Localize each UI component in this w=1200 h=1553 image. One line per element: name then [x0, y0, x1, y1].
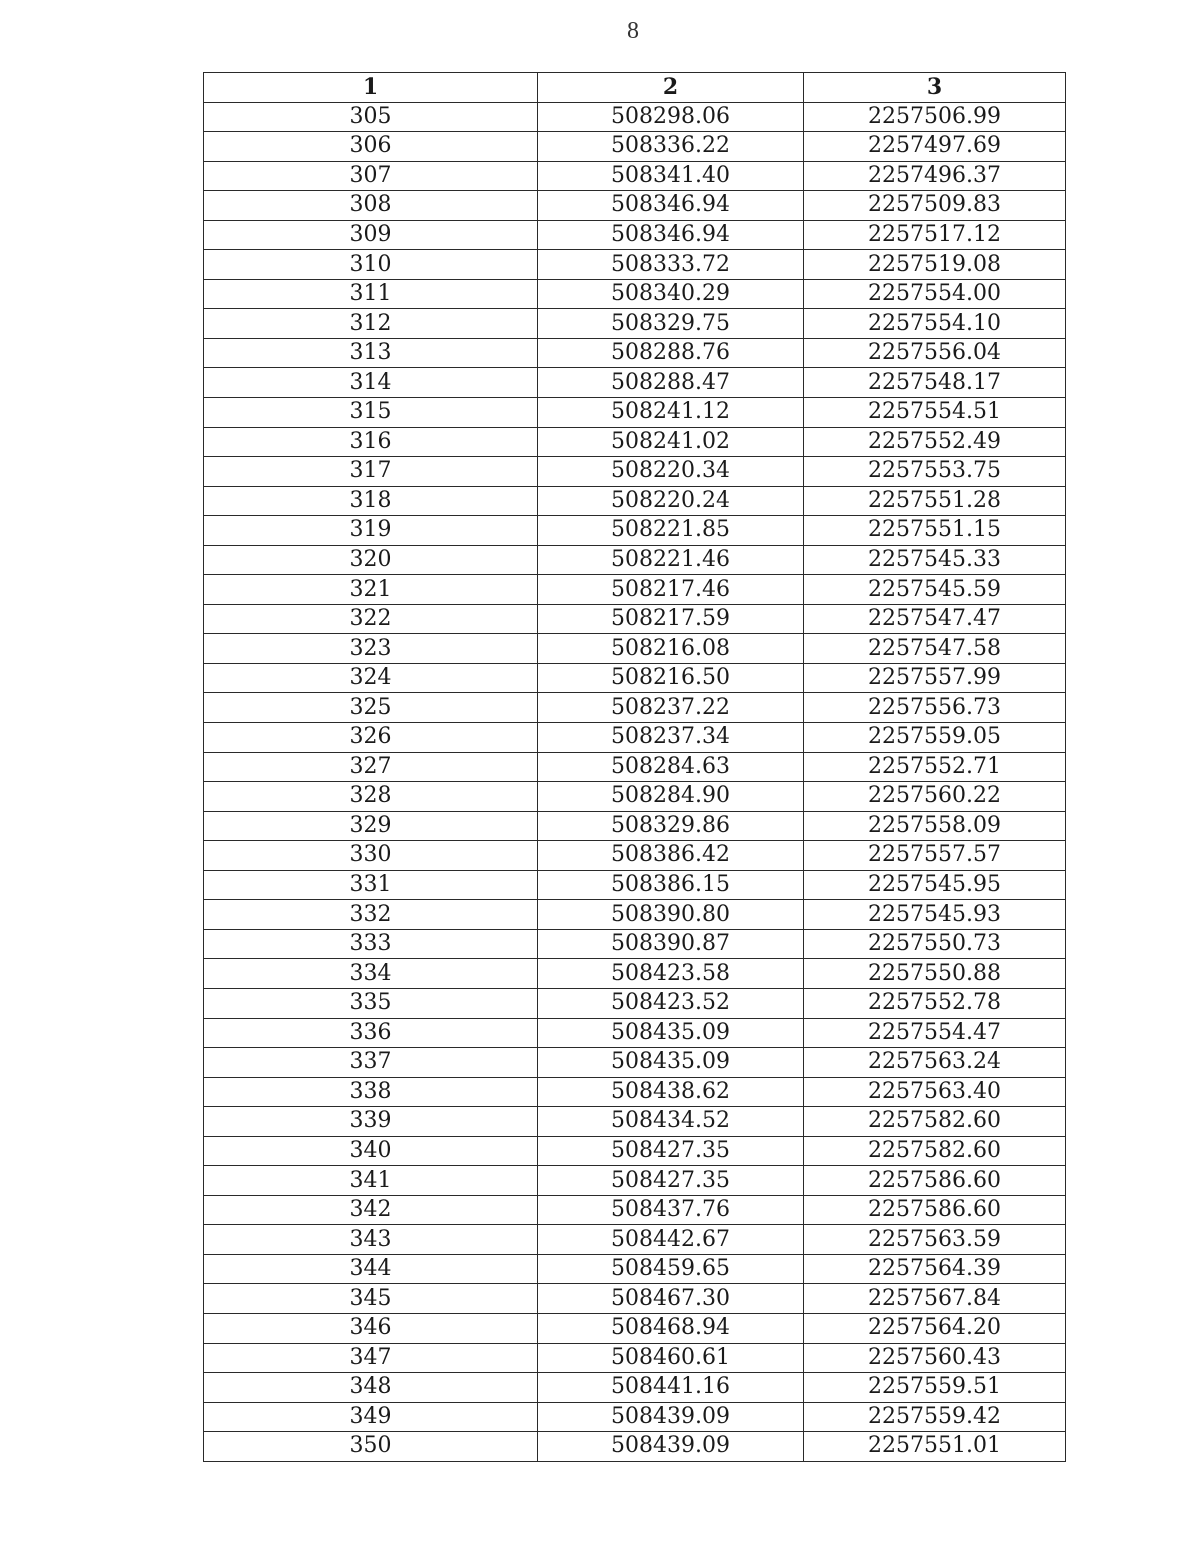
y-coordinate-cell: 2257564.39 [804, 1254, 1066, 1284]
table-row [204, 604, 1066, 634]
x-coordinate-cell: 508216.50 [538, 663, 804, 693]
table-row [204, 1373, 1066, 1403]
y-coordinate-cell: 2257559.42 [804, 1402, 1066, 1432]
y-coordinate-cell: 2257563.59 [804, 1225, 1066, 1255]
point-number-cell: 307 [204, 161, 538, 191]
point-number-cell: 318 [204, 486, 538, 516]
x-coordinate-cell: 508288.76 [538, 338, 804, 368]
x-coordinate-cell: 508221.85 [538, 516, 804, 546]
column-header: 3 [804, 73, 1066, 103]
table-row [204, 368, 1066, 398]
table-row [204, 1313, 1066, 1343]
point-number-cell: 326 [204, 723, 538, 753]
table-row [204, 870, 1066, 900]
y-coordinate-cell: 2257554.51 [804, 398, 1066, 428]
table-row [204, 811, 1066, 841]
table-row [204, 102, 1066, 132]
x-coordinate-cell: 508241.12 [538, 398, 804, 428]
y-coordinate-cell: 2257553.75 [804, 457, 1066, 487]
table-row [204, 693, 1066, 723]
point-number-cell: 323 [204, 634, 538, 664]
table-row [204, 457, 1066, 487]
x-coordinate-cell: 508435.09 [538, 1048, 804, 1078]
x-coordinate-cell: 508437.76 [538, 1195, 804, 1225]
table-row [204, 191, 1066, 221]
point-number-cell: 314 [204, 368, 538, 398]
x-coordinate-cell: 508217.46 [538, 575, 804, 605]
table-row [204, 841, 1066, 871]
y-coordinate-cell: 2257564.20 [804, 1313, 1066, 1343]
y-coordinate-cell: 2257545.95 [804, 870, 1066, 900]
table-header-row [204, 73, 1066, 103]
table-row [204, 782, 1066, 812]
y-coordinate-cell: 2257551.01 [804, 1432, 1066, 1462]
table-row [204, 1402, 1066, 1432]
table-row [204, 279, 1066, 309]
table-row [204, 929, 1066, 959]
table-row [204, 575, 1066, 605]
x-coordinate-cell: 508217.59 [538, 604, 804, 634]
point-number-cell: 347 [204, 1343, 538, 1373]
x-coordinate-cell: 508241.02 [538, 427, 804, 457]
point-number-cell: 349 [204, 1402, 538, 1432]
x-coordinate-cell: 508386.42 [538, 841, 804, 871]
y-coordinate-cell: 2257547.47 [804, 604, 1066, 634]
point-number-cell: 306 [204, 132, 538, 162]
x-coordinate-cell: 508390.87 [538, 929, 804, 959]
table-row [204, 634, 1066, 664]
y-coordinate-cell: 2257560.22 [804, 782, 1066, 812]
table-row [204, 1018, 1066, 1048]
x-coordinate-cell: 508460.61 [538, 1343, 804, 1373]
table-row [204, 988, 1066, 1018]
table-row [204, 1166, 1066, 1196]
table-row [204, 486, 1066, 516]
y-coordinate-cell: 2257582.60 [804, 1107, 1066, 1137]
point-number-cell: 337 [204, 1048, 538, 1078]
point-number-cell: 333 [204, 929, 538, 959]
y-coordinate-cell: 2257563.24 [804, 1048, 1066, 1078]
point-number-cell: 322 [204, 604, 538, 634]
x-coordinate-cell: 508423.58 [538, 959, 804, 989]
x-coordinate-cell: 508442.67 [538, 1225, 804, 1255]
table-row [204, 663, 1066, 693]
point-number-cell: 338 [204, 1077, 538, 1107]
table-row [204, 427, 1066, 457]
page-number: 8 [627, 18, 639, 44]
table-row [204, 723, 1066, 753]
x-coordinate-cell: 508333.72 [538, 250, 804, 280]
table-row [204, 1136, 1066, 1166]
point-number-cell: 313 [204, 338, 538, 368]
table-row [204, 900, 1066, 930]
x-coordinate-cell: 508298.06 [538, 102, 804, 132]
x-coordinate-cell: 508441.16 [538, 1373, 804, 1403]
y-coordinate-cell: 2257554.00 [804, 279, 1066, 309]
x-coordinate-cell: 508346.94 [538, 191, 804, 221]
column-header: 1 [204, 73, 538, 103]
point-number-cell: 330 [204, 841, 538, 871]
x-coordinate-cell: 508221.46 [538, 545, 804, 575]
point-number-cell: 345 [204, 1284, 538, 1314]
x-coordinate-cell: 508439.09 [538, 1432, 804, 1462]
x-coordinate-cell: 508329.75 [538, 309, 804, 339]
x-coordinate-cell: 508237.34 [538, 723, 804, 753]
point-number-cell: 320 [204, 545, 538, 575]
y-coordinate-cell: 2257567.84 [804, 1284, 1066, 1314]
table-row [204, 220, 1066, 250]
x-coordinate-cell: 508237.22 [538, 693, 804, 723]
table-row [204, 545, 1066, 575]
y-coordinate-cell: 2257552.71 [804, 752, 1066, 782]
table-row [204, 1107, 1066, 1137]
x-coordinate-cell: 508220.34 [538, 457, 804, 487]
y-coordinate-cell: 2257554.47 [804, 1018, 1066, 1048]
point-number-cell: 350 [204, 1432, 538, 1462]
y-coordinate-cell: 2257509.83 [804, 191, 1066, 221]
x-coordinate-cell: 508288.47 [538, 368, 804, 398]
y-coordinate-cell: 2257586.60 [804, 1166, 1066, 1196]
point-number-cell: 344 [204, 1254, 538, 1284]
y-coordinate-cell: 2257558.09 [804, 811, 1066, 841]
y-coordinate-cell: 2257559.51 [804, 1373, 1066, 1403]
point-number-cell: 325 [204, 693, 538, 723]
table-row [204, 1195, 1066, 1225]
point-number-cell: 308 [204, 191, 538, 221]
table-row [204, 250, 1066, 280]
point-number-cell: 334 [204, 959, 538, 989]
y-coordinate-cell: 2257545.93 [804, 900, 1066, 930]
point-number-cell: 311 [204, 279, 538, 309]
point-number-cell: 317 [204, 457, 538, 487]
table-row [204, 959, 1066, 989]
point-number-cell: 305 [204, 102, 538, 132]
x-coordinate-cell: 508346.94 [538, 220, 804, 250]
x-coordinate-cell: 508390.80 [538, 900, 804, 930]
y-coordinate-cell: 2257552.49 [804, 427, 1066, 457]
x-coordinate-cell: 508284.90 [538, 782, 804, 812]
y-coordinate-cell: 2257582.60 [804, 1136, 1066, 1166]
point-number-cell: 321 [204, 575, 538, 605]
x-coordinate-cell: 508386.15 [538, 870, 804, 900]
y-coordinate-cell: 2257551.28 [804, 486, 1066, 516]
x-coordinate-cell: 508341.40 [538, 161, 804, 191]
x-coordinate-cell: 508284.63 [538, 752, 804, 782]
x-coordinate-cell: 508438.62 [538, 1077, 804, 1107]
coordinates-table [203, 72, 1066, 1462]
y-coordinate-cell: 2257556.73 [804, 693, 1066, 723]
y-coordinate-cell: 2257550.73 [804, 929, 1066, 959]
table-row [204, 1048, 1066, 1078]
table-body [204, 102, 1066, 1461]
point-number-cell: 324 [204, 663, 538, 693]
point-number-cell: 316 [204, 427, 538, 457]
point-number-cell: 327 [204, 752, 538, 782]
point-number-cell: 309 [204, 220, 538, 250]
y-coordinate-cell: 2257497.69 [804, 132, 1066, 162]
table-row [204, 1077, 1066, 1107]
y-coordinate-cell: 2257557.57 [804, 841, 1066, 871]
x-coordinate-cell: 508340.29 [538, 279, 804, 309]
table-row [204, 1254, 1066, 1284]
y-coordinate-cell: 2257586.60 [804, 1195, 1066, 1225]
point-number-cell: 348 [204, 1373, 538, 1403]
table-row [204, 161, 1066, 191]
point-number-cell: 342 [204, 1195, 538, 1225]
x-coordinate-cell: 508220.24 [538, 486, 804, 516]
y-coordinate-cell: 2257545.59 [804, 575, 1066, 605]
x-coordinate-cell: 508336.22 [538, 132, 804, 162]
y-coordinate-cell: 2257552.78 [804, 988, 1066, 1018]
y-coordinate-cell: 2257557.99 [804, 663, 1066, 693]
table-row [204, 398, 1066, 428]
table-row [204, 1343, 1066, 1373]
x-coordinate-cell: 508423.52 [538, 988, 804, 1018]
y-coordinate-cell: 2257560.43 [804, 1343, 1066, 1373]
y-coordinate-cell: 2257563.40 [804, 1077, 1066, 1107]
point-number-cell: 312 [204, 309, 538, 339]
x-coordinate-cell: 508439.09 [538, 1402, 804, 1432]
point-number-cell: 329 [204, 811, 538, 841]
table-row [204, 1284, 1066, 1314]
point-number-cell: 332 [204, 900, 538, 930]
x-coordinate-cell: 508467.30 [538, 1284, 804, 1314]
point-number-cell: 328 [204, 782, 538, 812]
x-coordinate-cell: 508329.86 [538, 811, 804, 841]
column-header: 2 [538, 73, 804, 103]
x-coordinate-cell: 508427.35 [538, 1136, 804, 1166]
x-coordinate-cell: 508468.94 [538, 1313, 804, 1343]
y-coordinate-cell: 2257551.15 [804, 516, 1066, 546]
table-row [204, 132, 1066, 162]
x-coordinate-cell: 508435.09 [538, 1018, 804, 1048]
table-row [204, 1225, 1066, 1255]
point-number-cell: 343 [204, 1225, 538, 1255]
point-number-cell: 346 [204, 1313, 538, 1343]
y-coordinate-cell: 2257559.05 [804, 723, 1066, 753]
point-number-cell: 310 [204, 250, 538, 280]
y-coordinate-cell: 2257554.10 [804, 309, 1066, 339]
point-number-cell: 335 [204, 988, 538, 1018]
y-coordinate-cell: 2257548.17 [804, 368, 1066, 398]
table-row [204, 752, 1066, 782]
table-row [204, 338, 1066, 368]
point-number-cell: 331 [204, 870, 538, 900]
y-coordinate-cell: 2257547.58 [804, 634, 1066, 664]
y-coordinate-cell: 2257496.37 [804, 161, 1066, 191]
table-row [204, 516, 1066, 546]
x-coordinate-cell: 508216.08 [538, 634, 804, 664]
y-coordinate-cell: 2257550.88 [804, 959, 1066, 989]
point-number-cell: 341 [204, 1166, 538, 1196]
y-coordinate-cell: 2257519.08 [804, 250, 1066, 280]
point-number-cell: 336 [204, 1018, 538, 1048]
table-row [204, 309, 1066, 339]
x-coordinate-cell: 508427.35 [538, 1166, 804, 1196]
y-coordinate-cell: 2257556.04 [804, 338, 1066, 368]
point-number-cell: 315 [204, 398, 538, 428]
point-number-cell: 319 [204, 516, 538, 546]
point-number-cell: 340 [204, 1136, 538, 1166]
y-coordinate-cell: 2257506.99 [804, 102, 1066, 132]
x-coordinate-cell: 508459.65 [538, 1254, 804, 1284]
table-row [204, 1432, 1066, 1462]
y-coordinate-cell: 2257545.33 [804, 545, 1066, 575]
x-coordinate-cell: 508434.52 [538, 1107, 804, 1137]
y-coordinate-cell: 2257517.12 [804, 220, 1066, 250]
point-number-cell: 339 [204, 1107, 538, 1137]
